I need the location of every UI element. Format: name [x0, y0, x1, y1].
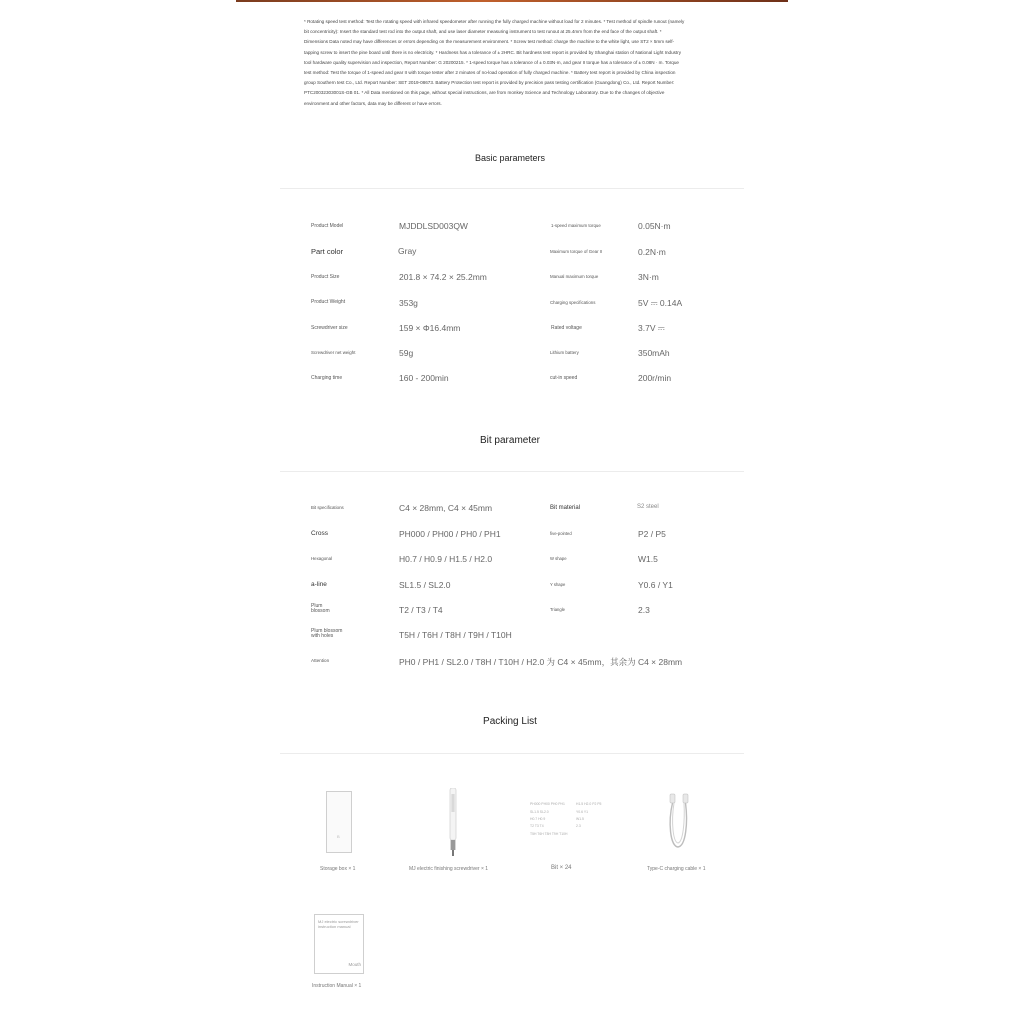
param-value: 59g: [399, 348, 414, 358]
param-value: 160 - 200min: [399, 373, 449, 383]
packing-caption: Instruction Manual × 1: [312, 983, 362, 989]
param-label: Triangle: [550, 607, 565, 612]
packing-caption: MJ electric finishing screwdriver × 1: [409, 866, 489, 872]
param-label: Product Size: [311, 274, 340, 280]
param-label: Cross: [311, 530, 328, 537]
param-value: 350mAh: [638, 348, 670, 358]
packing-divider: [280, 753, 744, 754]
param-value: PH000 / PH00 / PH0 / PH1: [399, 529, 501, 539]
screwdriver-image: [449, 788, 457, 856]
param-value: 201.8 × 74.2 × 25.2mm: [399, 272, 487, 282]
param-label: Lithium battery: [550, 350, 579, 355]
param-value: P2 / P5: [638, 529, 666, 539]
param-label: Charging specifications: [550, 300, 596, 305]
bit-row-right: W1.5: [576, 817, 584, 821]
packing-list-title: Packing List: [483, 716, 537, 727]
param-value: 0.2N·m: [638, 247, 666, 257]
param-label: Rated voltage: [551, 325, 582, 331]
charging-cable-image: [662, 792, 694, 850]
attention-label: Attention: [311, 658, 330, 663]
param-label: cut-in speed: [550, 375, 578, 381]
bit-row-right: 2.3: [576, 824, 581, 828]
bit-parameter-title: Bit parameter: [479, 435, 541, 446]
bit-set-image: [528, 802, 620, 840]
param-value: 2.3: [638, 605, 650, 615]
basic-parameters-title: Basic parameters: [474, 153, 546, 163]
param-value: Gray: [398, 246, 417, 256]
bit-row-left: H0.7 H0.9: [530, 817, 546, 821]
manual-cover-brand: Mouth: [348, 962, 361, 967]
param-label: Hexagonal: [311, 556, 332, 561]
disclaimer-text: * Rotating speed test method: Test the rotating speed with infrared speedometer after running the fully charged machine without load for 2 minutes. * Test method of spindle runout (namely bit concentricity): Insert the standard test rod into the output shaft, and use laser diameter measuring instrument to test runout at 25.4mm from the end face of the output shaft. * Dimensions Data noted may have differences or errors depending on the measurement environment. * Screw test method: charge the machine to the white light, use ST2 × 5mm self-tapping screw to insert the pine board until there is no electricity. * Hardness has a tolerance of ± 2HRC. Bit hardness test report is provided by Shanghai station of National Light Industry tool hardware quality supervision and inspection, Report Number: G 20200215. * 1-speed torque has a tolerance of ± 0.03N·m, and gear II torque has a tolerance of ± 0.08N · m. Torque test method: Test the torque of 1-speed and gear II with torque tester after 2 minutes of no-load operation of fully charged machine. * Battery test report is provided by China inspection group Southern test Co., Ltd. Report Number: SET 2019-08673. Battery Protection test report is provided by precision pass testing certification (Guangdong) Co., Ltd. Report Number: PTC20032303001S-GB 01. * All Data mentioned on this page, without special instructions, are from monkey Science and Technology Laboratory. Due to the changes of objective environment and other factors, data may be different or have errors.: [304, 19, 685, 106]
packing-caption: Type-C charging cable × 1: [647, 866, 706, 872]
basic-divider: [280, 188, 744, 189]
param-label: Part color: [311, 247, 344, 256]
param-value: 200r/min: [638, 373, 672, 383]
param-value: Y0.6 / Y1: [638, 580, 673, 590]
param-value: 0.05N·m: [638, 221, 671, 231]
param-label: Y shape: [550, 582, 566, 587]
param-value: 3N·m: [638, 272, 659, 282]
param-value: SL1.5 / SL2.0: [399, 580, 451, 590]
param-label: five-pointed: [550, 531, 572, 536]
top-banner-strip: [236, 0, 788, 2]
bit-row-left: T5H T6H T8H T9H T10H: [530, 832, 568, 836]
param-label: Plum blossom with holes: [311, 628, 343, 639]
param-value: W1.5: [638, 554, 658, 564]
param-value: S2 steel: [637, 504, 659, 510]
bit-row-left: PH000 PH00 PH0 PH1: [530, 802, 565, 806]
param-label: Charging time: [311, 375, 343, 381]
param-value: 159 × Φ16.4mm: [399, 323, 461, 333]
param-value: MJDDLSD003QW: [399, 221, 468, 231]
param-value: H0.7 / H0.9 / H1.5 / H2.0: [399, 554, 493, 564]
param-label: Bit specifications: [311, 505, 344, 510]
param-value: T5H / T6H / T8H / T9H / T10H: [399, 630, 512, 640]
param-label: Manual maximum torque: [550, 274, 599, 279]
box-logo-mark: B: [337, 834, 340, 839]
param-label: Product Weight: [311, 299, 346, 305]
param-label: 1-speed maximum torque: [551, 223, 601, 228]
param-label: Screwdriver net weight: [311, 350, 356, 355]
param-value: T2 / T3 / T4: [399, 605, 443, 615]
param-label: Bit material: [550, 505, 581, 511]
param-value: C4 × 28mm, C4 × 45mm: [399, 503, 493, 513]
param-value: 3.7V ⎓: [638, 323, 665, 333]
param-label: Maximum torque of Gear II: [550, 249, 603, 254]
param-label: Product Model: [311, 223, 344, 229]
param-label: Plum blossom: [311, 603, 330, 614]
bit-row-right: Y0.6 Y1: [576, 810, 589, 814]
manual-cover-title: MJ electric screwdriver instruction manual: [318, 919, 359, 929]
param-value: 5V ⎓ 0.14A: [638, 298, 683, 308]
instruction-manual-image: [314, 914, 364, 974]
param-label: Screwdriver size: [311, 325, 348, 331]
attention-value: PH0 / PH1 / SL2.0 / T8H / T10H / H2.0 为 C4 × 45mm，其余为 C4 × 28mm: [399, 657, 683, 667]
storage-box-image: [326, 791, 352, 853]
param-label: a-line: [311, 581, 327, 588]
bit-row-left: SL1.5 SL2.0: [530, 810, 549, 814]
bit-divider: [280, 471, 744, 472]
bit-row-right: H1.5 H2.0 P2 P5: [576, 802, 602, 806]
packing-caption: Storage box × 1: [320, 866, 356, 872]
bit-row-left: T2 T3 T4: [530, 824, 544, 828]
param-value: 353g: [399, 298, 418, 308]
packing-caption: Bit × 24: [551, 865, 572, 871]
param-label: W shape: [550, 556, 567, 561]
